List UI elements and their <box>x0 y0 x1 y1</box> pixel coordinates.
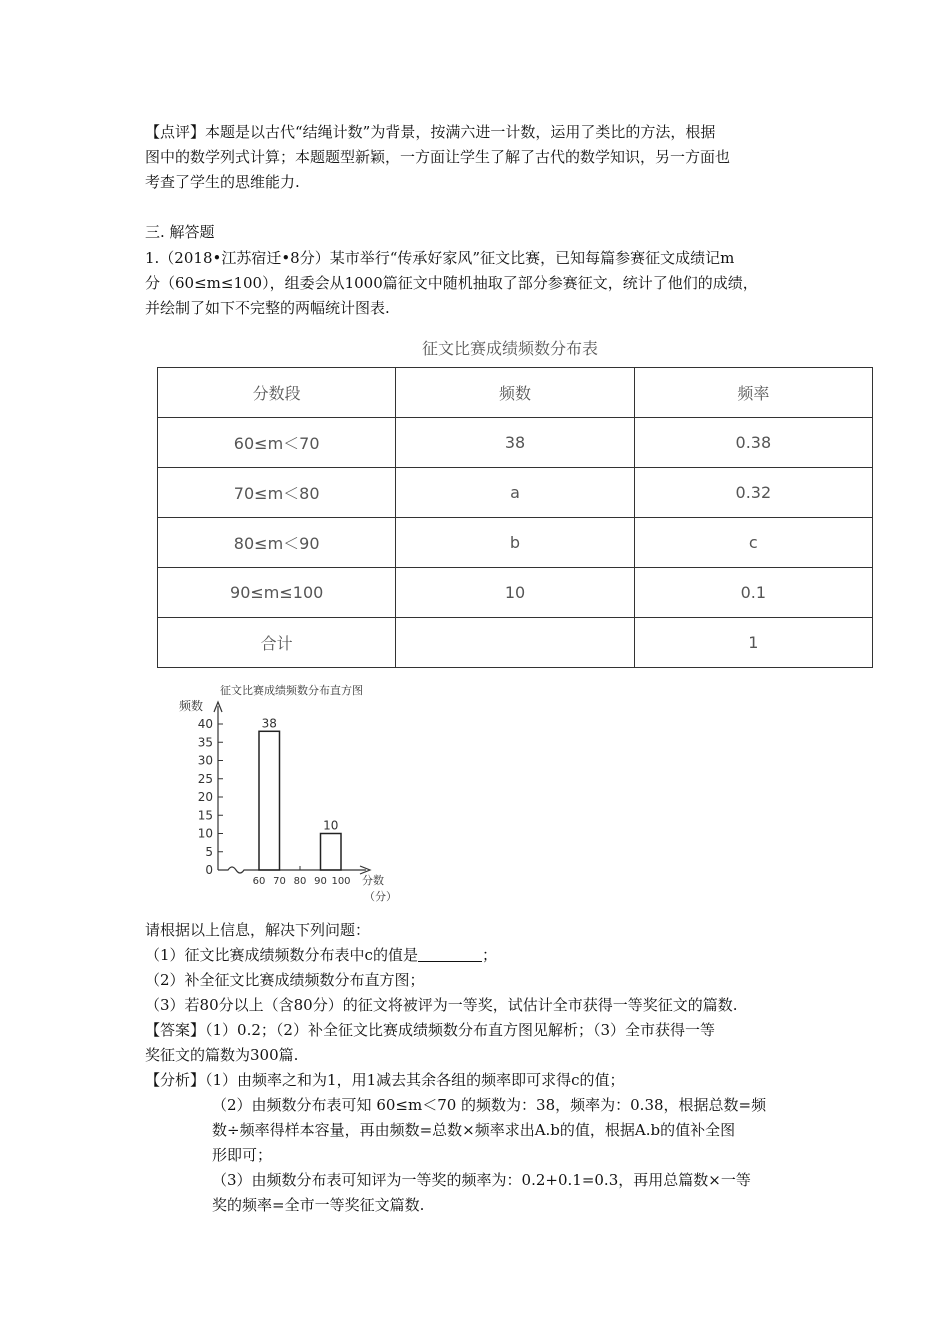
x-tick-label: 80 <box>293 876 307 887</box>
analysis-line: 形即可； <box>212 1146 273 1164</box>
table-cell: 0.1 <box>634 568 872 618</box>
comment-line: 图中的数学列式计算；本题题型新颖，一方面让学生了解了古代的数学知识，另一方面也 <box>145 148 731 166</box>
table-cell: 合计 <box>158 618 396 668</box>
x-tick-label: 70 <box>273 876 286 887</box>
y-tick-label: 15 <box>197 808 213 823</box>
y-axis-label: 频数 <box>179 699 204 713</box>
table-cell: c <box>634 518 872 568</box>
analysis-line: （3）由频数分布表可知评为一等奖的频率为：0.2+0.1=0.3，再用总篇数×一等 <box>212 1171 751 1189</box>
table-cell: 0.38 <box>634 418 872 468</box>
table-cell: 1 <box>634 618 872 668</box>
table-cell: 10 <box>396 568 634 618</box>
analysis-heading: 【分析】（1）由频率之和为1，用1减去其余各组的频率即可求得c的值； <box>145 1071 625 1089</box>
answer-blank <box>418 945 482 962</box>
question-line: 并绘制了如下不完整的两幅统计图表. <box>145 299 390 317</box>
question-line: 分（60≤m≤100），组委会从1000篇征文中随机抽取了部分参赛征文，统计了他们的成绩， <box>145 274 758 292</box>
histogram-bar <box>321 834 342 871</box>
table-row <box>158 518 873 568</box>
answer-line: 奖征文的篇数为300篇. <box>145 1046 299 1064</box>
answer-paragraph <box>145 1018 815 1068</box>
comment-line: 考查了学生的思维能力. <box>145 173 300 191</box>
table-row <box>158 468 873 518</box>
table-cell <box>396 618 634 668</box>
x-axis-line <box>218 867 366 873</box>
x-axis-unit: （分） <box>364 890 397 903</box>
y-tick-label: 0 <box>205 863 213 877</box>
section-title: 三. 解答题 <box>145 223 215 241</box>
table-cell: a <box>396 468 634 518</box>
table-row <box>158 568 873 618</box>
x-tick-label: 90 <box>314 876 327 887</box>
x-axis-label: 分数 <box>362 874 384 887</box>
analysis-line: （2）由频数分布表可知 60≤m＜70 的频数为：38，频率为：0.38，根据总数=频 <box>212 1096 767 1114</box>
question-1-suffix: ； <box>481 946 497 964</box>
y-tick-label: 5 <box>205 844 213 859</box>
answer-line: 【答案】（1）0.2；（2）补全征文比赛成绩频数分布直方图见解析；（3）全市获得一等 <box>145 1021 715 1039</box>
bar-value-label: 38 <box>261 716 277 731</box>
prompt-intro: 请根据以上信息，解决下列问题： <box>145 921 371 939</box>
comment-paragraph <box>145 120 815 195</box>
question-paragraph <box>145 246 815 321</box>
question-3: （3）若80分以上（含80分）的征文将被评为一等奖，试估计全市获得一等奖征文的篇数. <box>145 996 738 1014</box>
table-cell: 0.32 <box>634 468 872 518</box>
table-cell: 38 <box>396 418 634 468</box>
histogram-chart <box>170 678 410 908</box>
table-header-cell: 频率 <box>634 368 872 418</box>
y-tick-label: 25 <box>197 771 213 786</box>
y-tick-label: 10 <box>197 826 213 841</box>
table-header-row <box>158 368 873 418</box>
y-tick-label: 30 <box>197 753 213 768</box>
table-row <box>158 418 873 468</box>
table-header-cell: 频数 <box>396 368 634 418</box>
table-row <box>158 618 873 668</box>
analysis-line: 奖的频率=全市一等奖征文篇数. <box>212 1196 425 1214</box>
table-cell: 60≤m＜70 <box>158 418 396 468</box>
comment-line: 【点评】本题是以古代“结绳计数”为背景，按满六进一计数，运用了类比的方法，根据 <box>145 123 716 141</box>
table-cell: 70≤m＜80 <box>158 468 396 518</box>
y-tick-label: 35 <box>197 735 213 750</box>
table-cell: 80≤m＜90 <box>158 518 396 568</box>
question-1 <box>145 943 815 968</box>
frequency-table <box>157 367 873 668</box>
chart-title: 征文比赛成绩频数分布直方图 <box>220 684 363 697</box>
x-tick-label: 60 <box>252 876 266 887</box>
y-tick-label: 40 <box>197 717 213 731</box>
bar-value-label: 10 <box>323 818 339 833</box>
table-cell: 90≤m≤100 <box>158 568 396 618</box>
question-line: 1.（2018•江苏宿迁•8分）某市举行“传承好家风”征文比赛，已知每篇参赛征文成绩记m <box>145 249 735 267</box>
table-caption: 征文比赛成绩频数分布表 <box>421 339 598 358</box>
question-1-text: （1）征文比赛成绩频数分布表中c的值是 <box>145 946 418 964</box>
histogram-bar <box>259 731 280 870</box>
x-tick-label: 100 <box>331 876 351 887</box>
analysis-line: 数÷频率得样本容量，再由频数=总数×频率求出A.b的值，根据A.b的值补全图 <box>212 1121 736 1139</box>
table-cell: b <box>396 518 634 568</box>
y-tick-label: 20 <box>197 790 213 804</box>
analysis-paragraph <box>212 1093 812 1218</box>
table-header-cell: 分数段 <box>158 368 396 418</box>
question-2: （2）补全征文比赛成绩频数分布直方图； <box>145 971 425 989</box>
